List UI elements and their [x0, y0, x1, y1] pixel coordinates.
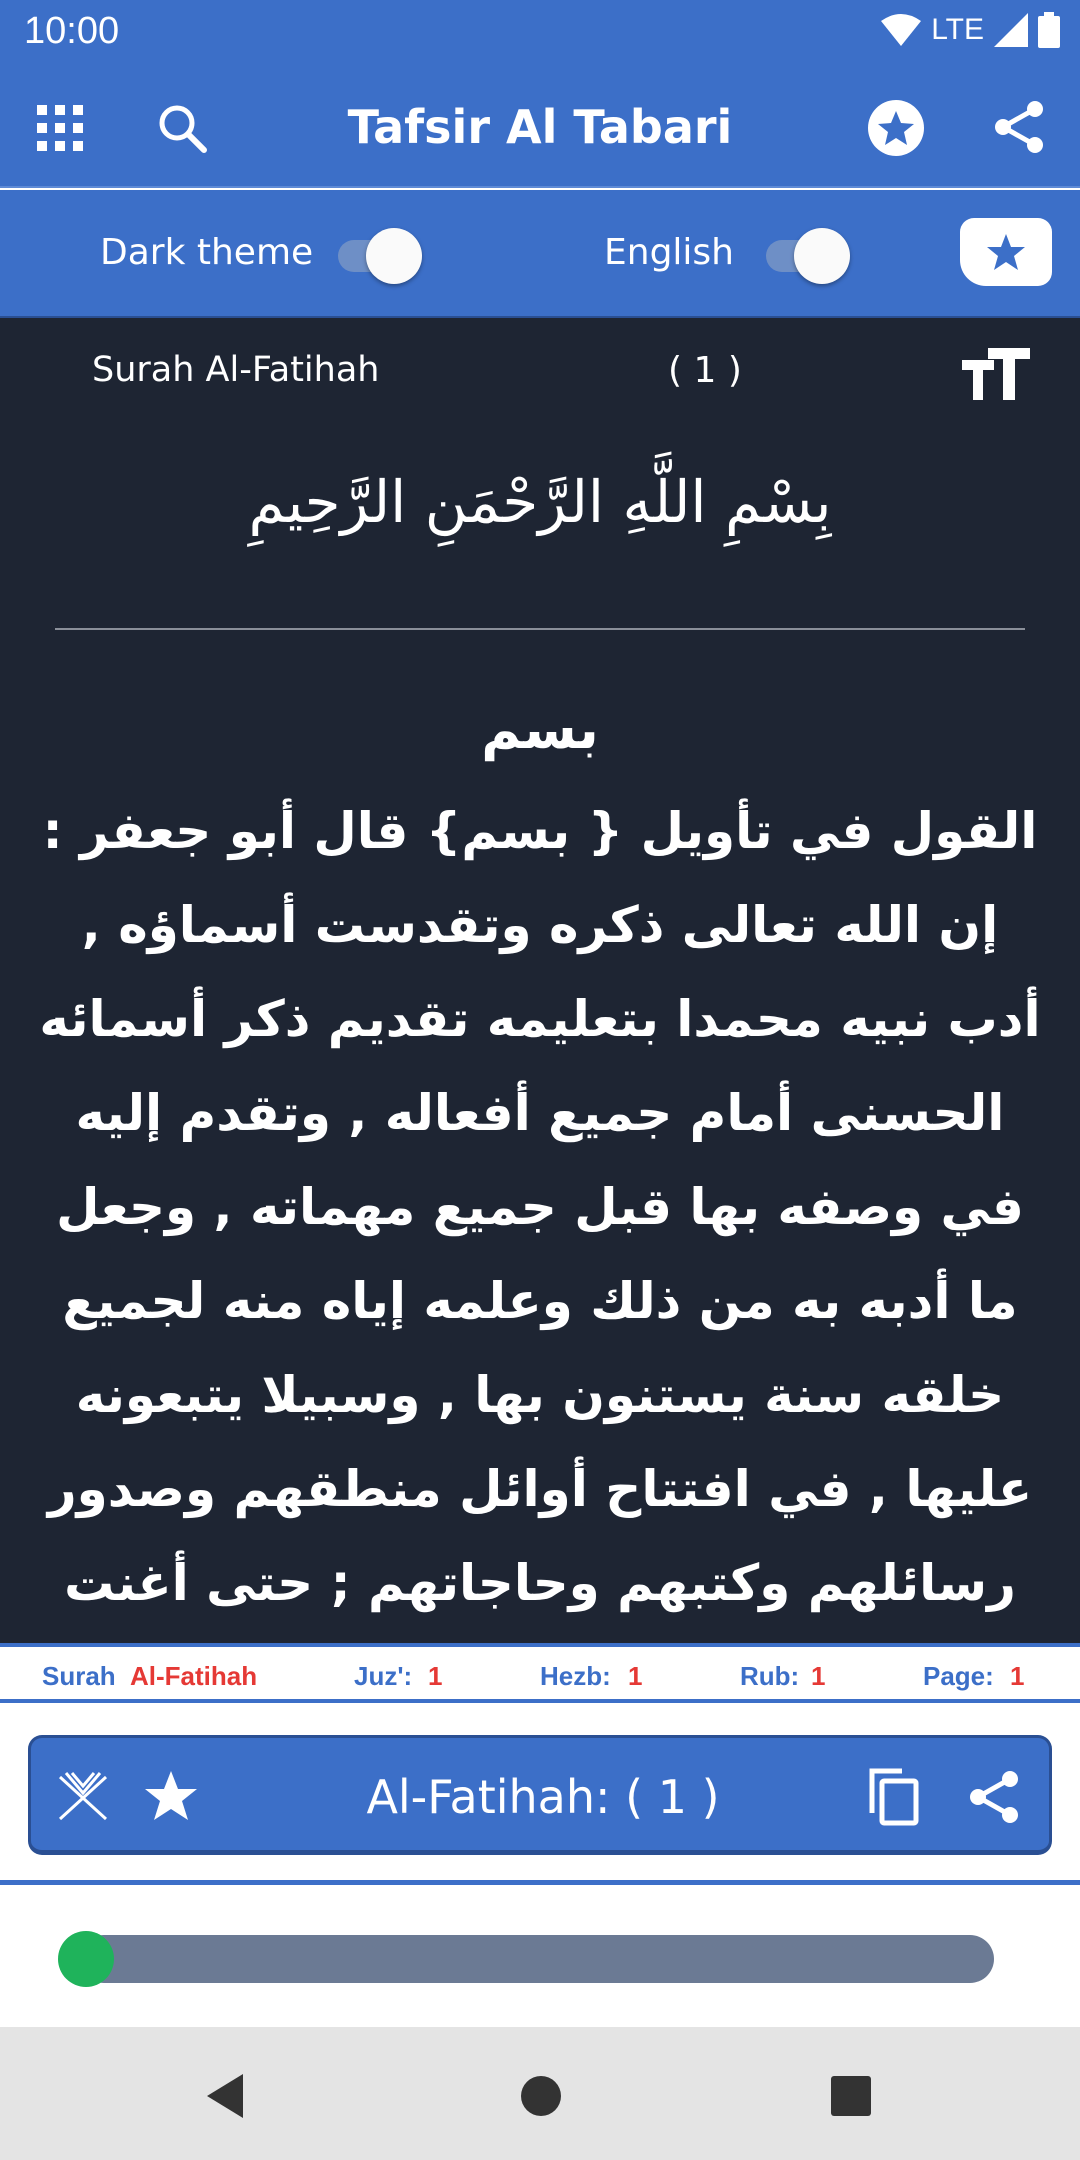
ayah-number: ( 1 ) — [668, 350, 742, 391]
bismillah: بِسْمِ اللَّهِ الرَّحْمَنِ الرَّحِيمِ — [248, 468, 832, 536]
star-circle-icon[interactable] — [866, 98, 926, 158]
hezb-label: Hezb: — [540, 1661, 611, 1691]
star-icon — [986, 232, 1026, 272]
status-time: 10:00 — [24, 10, 120, 52]
rub-label: Rub: — [740, 1661, 800, 1691]
settings-row — [0, 190, 1080, 318]
surah-info-label: Surah — [42, 1661, 116, 1691]
favorites-button[interactable] — [960, 218, 1052, 286]
juz-value: 1 — [428, 1661, 443, 1691]
location-info-bar — [0, 1643, 1080, 1703]
audio-progress-track[interactable] — [80, 1935, 994, 1983]
battery-icon — [1038, 12, 1060, 48]
rub-value: 1 — [811, 1661, 826, 1691]
ayah-reference: Al-Fatihah: ( 1 ) — [366, 1770, 720, 1824]
hezb-value: 1 — [628, 1661, 643, 1691]
dark-theme-label: Dark theme — [100, 232, 314, 273]
juz-label: Juz': — [354, 1661, 413, 1691]
copy-icon[interactable] — [863, 1766, 923, 1828]
ayah-action-bar — [28, 1735, 1052, 1855]
network-type: LTE — [931, 13, 984, 46]
page-label: Page: — [923, 1661, 994, 1691]
signal-icon — [994, 13, 1028, 47]
status-bar — [0, 0, 1080, 64]
recents-icon[interactable] — [826, 2071, 876, 2121]
wifi-icon — [881, 13, 921, 47]
word-title: بسم — [481, 698, 599, 761]
english-switch[interactable] — [760, 228, 850, 284]
app-title: Tafsir Al Tabari — [347, 100, 733, 154]
divider — [55, 628, 1025, 630]
app-bar — [0, 64, 1080, 188]
page-value: 1 — [1010, 1661, 1025, 1691]
back-icon[interactable] — [200, 2071, 250, 2121]
share-icon[interactable] — [990, 98, 1048, 156]
system-nav-bar — [0, 2027, 1080, 2160]
audio-player — [0, 1885, 1080, 2027]
surah-name: Surah Al-Fatihah — [92, 350, 380, 390]
status-icons — [881, 12, 1060, 48]
surah-info-value: Al-Fatihah — [130, 1661, 258, 1691]
tafsir-text: القول في تأويل { بسم} قال أبو جعفر : إن الله تعالى ذكره وتقدست أسماؤه , أدب نبيه محمدا بتعليمه تقديم ذكر أسمائه الحسنى أمام جميع أفعاله , وتقدم إليه في وصفه بها قبل جميع مهماته , وجعل ما أدبه به من ذلك وعلمه إياه منه لجميع خلقه سنة يستنون بها , وسبيلا يتبعونه عليها , في افتتاح أوائل منطقهم وصدور رسائلهم وكتبهم وحاجاتهم ; حتى أغنت — [39, 802, 1041, 1612]
tafsir-content[interactable] — [0, 318, 1080, 1643]
home-icon[interactable] — [516, 2071, 566, 2121]
audio-progress-thumb[interactable] — [58, 1931, 114, 1987]
dark-theme-switch[interactable] — [332, 228, 422, 284]
font-size-icon[interactable] — [962, 346, 1030, 406]
english-label: English — [604, 232, 734, 273]
share-icon[interactable] — [965, 1768, 1023, 1826]
